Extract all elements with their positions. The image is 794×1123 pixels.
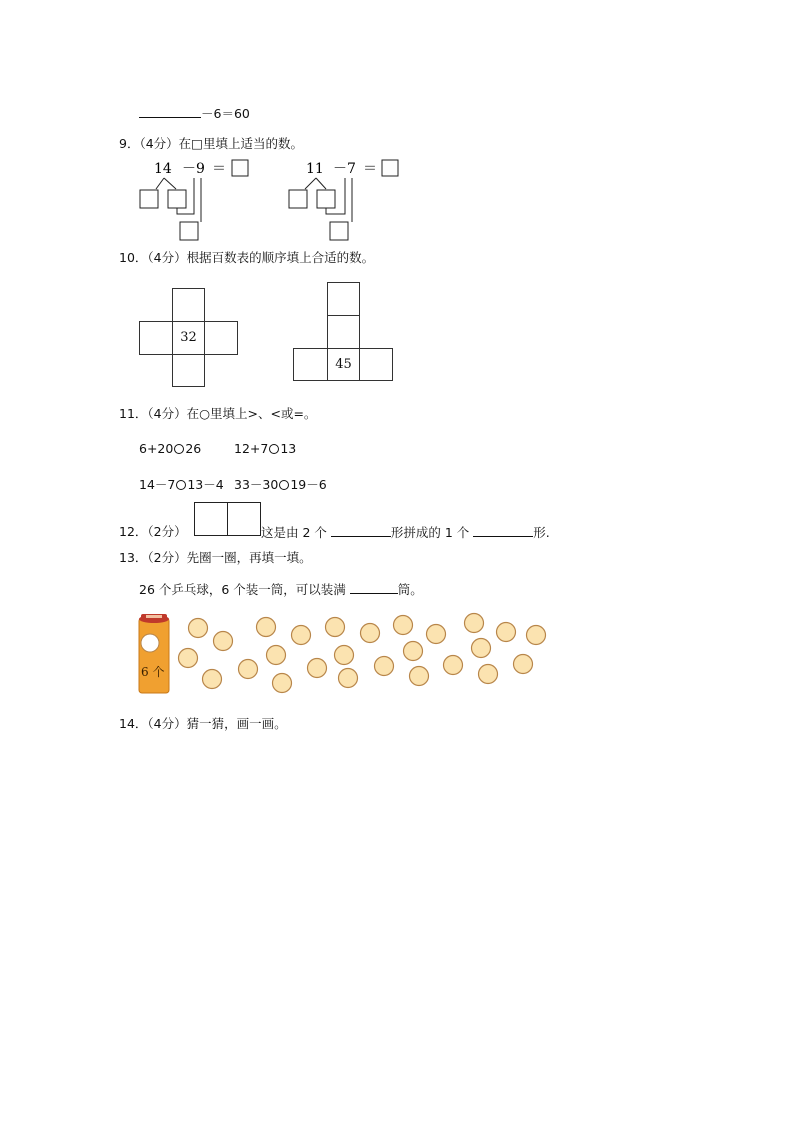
q13-text: 26 个乒乓球，6 个装一筒，可以装满 <box>139 582 346 597</box>
q11-r1i1-left: 6+20 <box>139 441 174 456</box>
q12-text2: 形拼成的 1 个 <box>390 525 470 540</box>
q10-cross-center: 32 <box>172 321 205 355</box>
q8-answer-blank[interactable] <box>139 105 201 118</box>
ping-pong-ball[interactable] <box>203 670 222 689</box>
q12-answer-blank-2[interactable] <box>473 524 533 537</box>
q10-cross-bottom[interactable] <box>172 354 205 387</box>
ping-pong-ball[interactable] <box>179 649 198 668</box>
q9-eq1-b: 9 <box>196 161 205 177</box>
ping-pong-ball[interactable] <box>427 625 446 644</box>
ping-pong-ball[interactable] <box>292 626 311 645</box>
ping-pong-ball[interactable] <box>410 667 429 686</box>
q11-r2i1-right: 13－4 <box>187 477 224 492</box>
q9-eq1-split-box-2[interactable] <box>168 190 186 208</box>
q9-eq2-a: 11 <box>306 161 324 177</box>
q9-figure <box>136 156 416 244</box>
q13-balls-svg <box>136 610 556 696</box>
q11-r2i2-right: 19－6 <box>290 477 327 492</box>
q13-answer-blank[interactable] <box>350 581 398 594</box>
q10-t-left[interactable] <box>293 348 328 381</box>
q11-row1-item2 <box>234 441 296 457</box>
q9-eq2-split-box-1[interactable] <box>289 190 307 208</box>
q8-line <box>139 105 250 122</box>
ping-pong-ball[interactable] <box>257 618 276 637</box>
ping-pong-ball[interactable] <box>335 646 354 665</box>
ping-pong-ball[interactable] <box>273 674 292 693</box>
q10-t-right[interactable] <box>359 348 393 381</box>
q9-eq2-answer-box[interactable] <box>382 160 398 176</box>
q12-answer-blank-1[interactable] <box>331 524 391 537</box>
q11-title: 11．（4分）在○里填上>、<或=。 <box>119 406 317 421</box>
ping-pong-balls <box>179 614 546 693</box>
ping-pong-ball[interactable] <box>375 657 394 676</box>
q9-eq2-b: 7 <box>347 161 356 177</box>
compare-circle[interactable] <box>279 480 289 490</box>
ping-pong-ball[interactable] <box>497 623 516 642</box>
ping-pong-ball[interactable] <box>326 618 345 637</box>
q12-rect-right <box>227 502 261 536</box>
q10-t-top[interactable] <box>327 282 360 316</box>
ball-tube-icon <box>139 614 169 693</box>
q11-r1i2-right: 13 <box>280 441 297 456</box>
q8-suffix: －6＝60 <box>201 106 250 121</box>
q9-eq1-a: 14 <box>154 161 172 177</box>
q9-eq1-eq: ＝ <box>212 161 226 177</box>
q9-eq1-answer-box[interactable] <box>232 160 248 176</box>
q11-r1i2-left: 12+7 <box>234 441 269 456</box>
ping-pong-ball[interactable] <box>308 659 327 678</box>
ping-pong-ball[interactable] <box>239 660 258 679</box>
q9-eq1-op: － <box>182 161 196 177</box>
ping-pong-ball[interactable] <box>444 656 463 675</box>
q9-eq2-branch-left <box>305 178 316 189</box>
ping-pong-ball[interactable] <box>514 655 533 674</box>
q9-eq2-branch-right <box>316 178 326 189</box>
q12-text1: 这是由 2 个 <box>261 525 327 540</box>
tube-label: 6 个 <box>141 665 165 679</box>
q9-eq1-result-box[interactable] <box>180 222 198 240</box>
compare-circle[interactable] <box>174 444 184 454</box>
q13-line <box>139 581 423 598</box>
q9-eq1-split-box-1[interactable] <box>140 190 158 208</box>
q13-figure <box>136 610 556 696</box>
q9-eq2-split-box-2[interactable] <box>317 190 335 208</box>
q9-eq2-result-box[interactable] <box>330 222 348 240</box>
compare-circle[interactable] <box>176 480 186 490</box>
q10-t-center: 45 <box>327 348 360 381</box>
q10-title: 10．（4分）根据百数表的顺序填上合适的数。 <box>119 250 375 265</box>
ping-pong-ball[interactable] <box>479 665 498 684</box>
q9-eq1-branch-left <box>156 178 164 189</box>
q9-title: 9．（4分）在□里填上适当的数。 <box>119 136 303 151</box>
q14-title: 14．（4分）猜一猜，画一画。 <box>119 716 287 731</box>
q10-cross-left[interactable] <box>139 321 173 355</box>
q13-title: 13．（2分）先圈一圈，再填一填。 <box>119 550 312 565</box>
q9-eq2-eq: ＝ <box>363 161 377 177</box>
compare-circle[interactable] <box>269 444 279 454</box>
q11-row2-item1 <box>139 477 224 493</box>
ping-pong-ball[interactable] <box>472 639 491 658</box>
ping-pong-ball[interactable] <box>394 616 413 635</box>
q10-cross-top[interactable] <box>172 288 205 322</box>
q11-row1-item1 <box>139 441 201 457</box>
q10-t-middle[interactable] <box>327 315 360 349</box>
q11-r2i1-left: 14－7 <box>139 477 176 492</box>
ping-pong-ball[interactable] <box>267 646 286 665</box>
q12-line <box>261 524 550 541</box>
ping-pong-ball[interactable] <box>189 619 208 638</box>
q11-row2-item2 <box>234 477 327 493</box>
q12-rect-left <box>194 502 228 536</box>
q12-title: 12．（2分） <box>119 524 187 539</box>
ping-pong-ball[interactable] <box>404 642 423 661</box>
ping-pong-ball[interactable] <box>527 626 546 645</box>
q9-diagrams <box>136 156 416 244</box>
q11-r2i2-left: 33－30 <box>234 477 279 492</box>
ping-pong-ball[interactable] <box>339 669 358 688</box>
q12-text3: 形. <box>533 525 550 540</box>
ping-pong-ball[interactable] <box>214 632 233 651</box>
q13-unit: 筒。 <box>397 582 423 597</box>
ping-pong-ball[interactable] <box>465 614 484 633</box>
ping-pong-ball[interactable] <box>361 624 380 643</box>
q9-eq1-branch-right <box>164 178 176 189</box>
q9-eq2-op: － <box>333 161 347 177</box>
q10-cross-right[interactable] <box>204 321 238 355</box>
q11-r1i1-right: 26 <box>185 441 202 456</box>
